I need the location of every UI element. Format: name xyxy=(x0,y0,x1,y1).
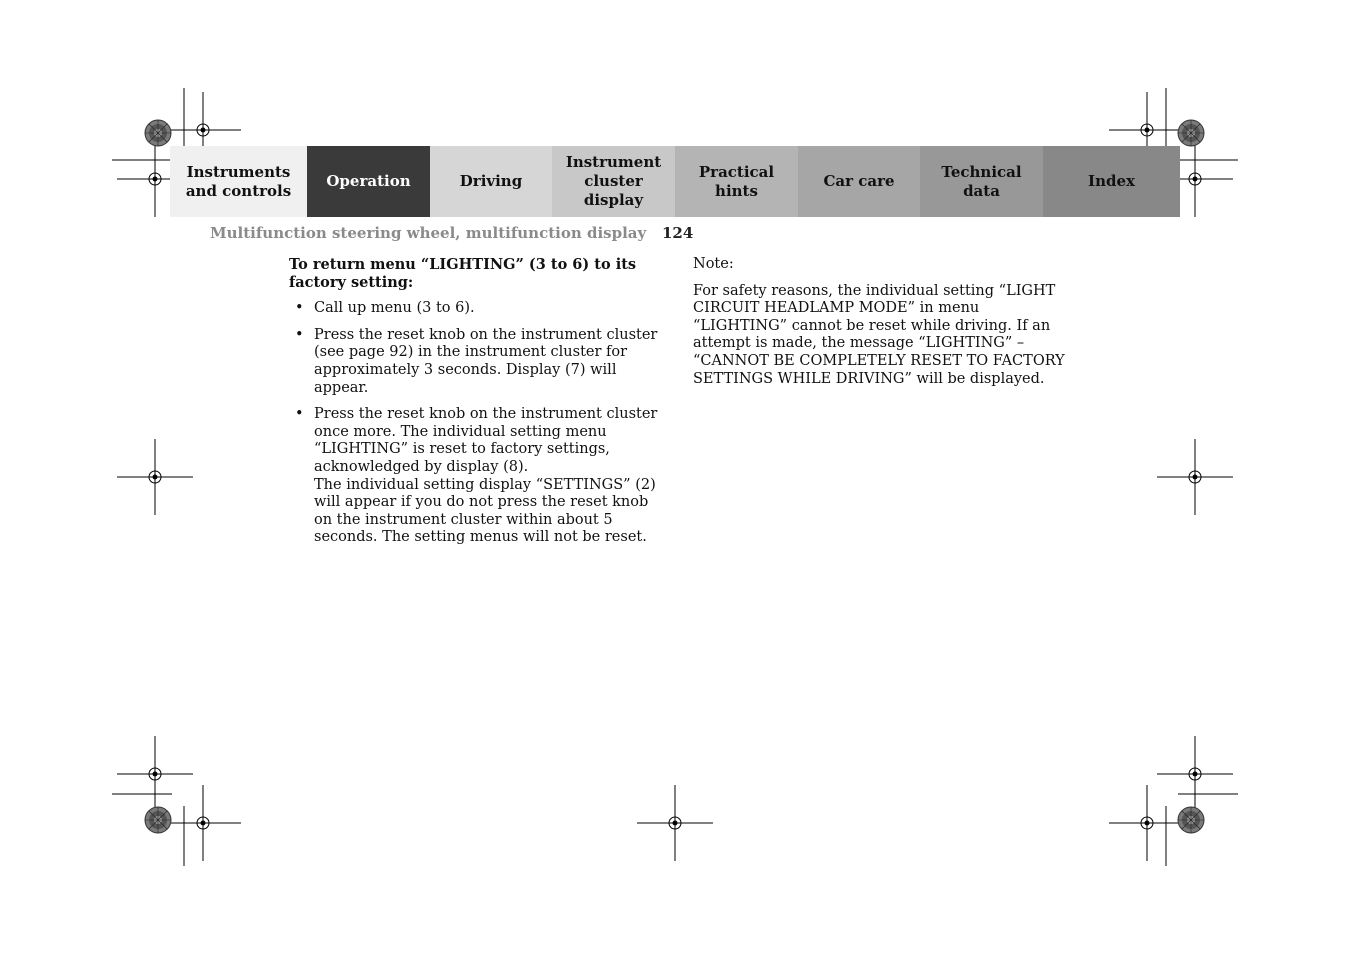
step-followup-text: The individual setting display “SETTINGS” (2) will appear if you do not press the reset knob on the instrument cluster within about 5 seconds. The setting menus will not be reset. xyxy=(314,476,656,546)
instructions-column xyxy=(289,256,659,556)
steps-list xyxy=(289,300,659,547)
instructions-heading: To return menu “LIGHTING” (3 to 6) to its factory setting: xyxy=(289,256,637,291)
list-item xyxy=(289,300,659,318)
list-item xyxy=(289,327,659,397)
page-number: 124 xyxy=(662,224,694,242)
step-text: Call up menu (3 to 6). xyxy=(314,300,475,317)
tab-technical-data[interactable]: Technical data xyxy=(920,146,1043,217)
tab-instrument-cluster-display[interactable]: Instrument cluster display xyxy=(552,146,675,217)
tab-operation[interactable]: Operation xyxy=(307,146,430,217)
note-column xyxy=(693,256,1065,397)
tab-car-care[interactable]: Car care xyxy=(798,146,920,217)
tab-practical-hints[interactable]: Practical hints xyxy=(675,146,798,217)
step-text: Press the reset knob on the instrument cluster (see page 92) in the instrument cluster for approximately 3 seconds. Display (7) will appear. xyxy=(314,326,658,396)
section-title: Multifunction steering wheel, multifunction display xyxy=(210,224,647,242)
section-tabs xyxy=(170,146,1180,217)
list-item xyxy=(289,406,659,547)
step-text: Press the reset knob on the instrument cluster once more. The individual setting menu “LIGHTING” is reset to factory settings, acknowledged by display (8). xyxy=(314,406,658,475)
bullet-icon: • xyxy=(295,300,304,317)
bullet-icon: • xyxy=(295,326,304,343)
tab-index[interactable]: Index xyxy=(1043,146,1180,217)
tab-driving[interactable]: Driving xyxy=(430,146,552,217)
bullet-icon: • xyxy=(295,406,304,423)
note-text: For safety reasons, the individual setting “LIGHT CIRCUIT HEADLAMP MODE” in menu “LIGHTING” cannot be reset while driving. If an attempt is made, the message “LIGHTING” – “CANNOT BE COMPLETELY RESET TO FACTORY SETTINGS WHILE DRIVING” will be displayed. xyxy=(693,282,1065,387)
tab-instruments-and-controls[interactable]: Instruments and controls xyxy=(170,146,307,217)
note-label: Note: xyxy=(693,256,734,272)
